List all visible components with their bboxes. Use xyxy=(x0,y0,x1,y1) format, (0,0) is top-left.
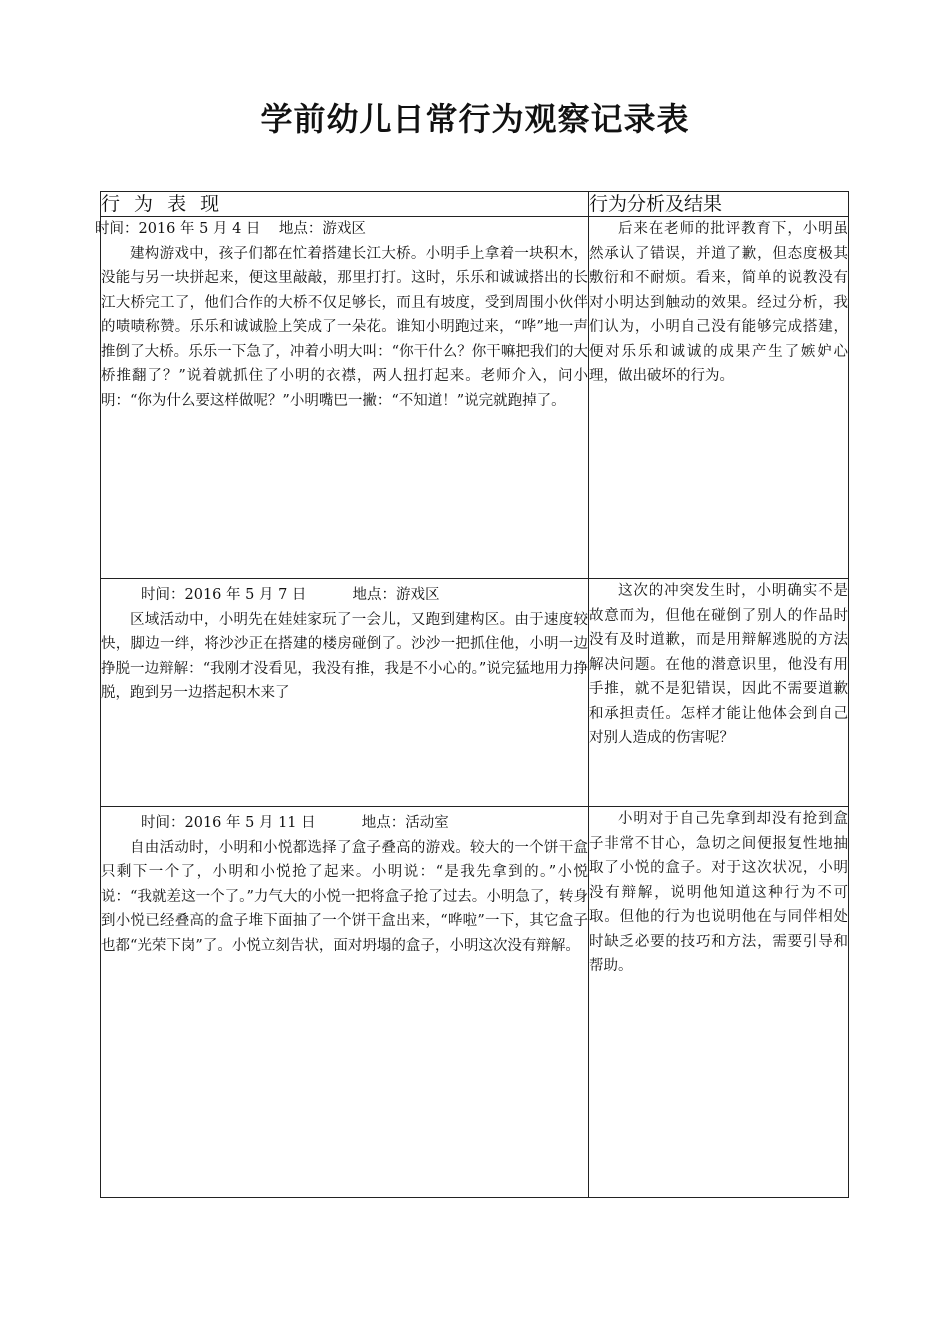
table-row xyxy=(101,217,849,579)
record-meta: 时间：2016 年 5 月 7 日 地点：游戏区 xyxy=(141,587,440,603)
behavior-text: 区域活动中，小明先在娃娃家玩了一会儿，又跑到建构区。由于速度较快，脚边一绊，将沙沙正在搭建的楼房碰倒了。沙沙一把抓住他，小明一边挣脱一边辩解：“我刚才没看见，我没有推，我是不小心的。”说完猛地用力挣脱，跑到另一边搭起积木来了 xyxy=(101,611,588,701)
analysis-cell xyxy=(589,579,849,807)
record-meta: 时间：2016 年 5 月 11 日 地点：活动室 xyxy=(141,815,449,831)
page-title: 学前幼儿日常行为观察记录表 xyxy=(260,100,690,138)
header-analysis: 行为分析及结果 xyxy=(589,192,849,217)
analysis-text: 小明对于自己先拿到却没有抢到盒子非常不甘心，急切之间便报复性地抽取了小悦的盒子。对于这次状况，小明没有辩解，说明他知道这种行为不可取。但他的行为也说明他在与同伴相处时缺乏必要的技巧和方法，需要引导和帮助。 xyxy=(589,811,848,974)
record-meta: 时间：2016 年 5 月 4 日 地点：游戏区 xyxy=(95,221,366,237)
behavior-cell xyxy=(95,217,589,579)
behavior-cell xyxy=(101,807,589,1198)
table-header-row xyxy=(101,192,849,217)
behavior-text: 自由活动时，小明和小悦都选择了盒子叠高的游戏。较大的一个饼干盒只剩下一个了，小明和小悦抢了起来。小明说：“是我先拿到的。”小悦说：“我就差这一个了。”力气大的小悦一把将盒子抢了过去。小明急了，转身到小悦已经叠高的盒子堆下面抽了一个饼干盒出来，“哗啦”一下，其它盒子也都“光荣下岗”了。小悦立刻告状，面对坍塌的盒子，小明这次没有辩解。 xyxy=(101,839,588,954)
analysis-cell xyxy=(589,217,849,579)
analysis-cell xyxy=(589,807,849,1198)
analysis-text: 后来在老师的批评教育下，小明虽然承认了错误，并道了歉，但态度极其敷衍和不耐烦。看来，简单的说教没有对小明达到触动的效果。经过分析，我们认为，小明自己没有能够完成搭建，便对乐乐和诚诚的成果产生了嫉妒心理，做出破坏的行为。 xyxy=(589,221,848,384)
behavior-text: 建构游戏中，孩子们都在忙着搭建长江大桥。小明手上拿着一块积木，没能与另一块拼起来，便这里敲敲，那里打打。这时，乐乐和诚诚搭出的长江大桥完工了，他们合作的大桥不仅足够长，而且有坡度，受到周围小伙伴的啧啧称赞。乐乐和诚诚脸上笑成了一朵花。谁知小明跑过来，“哗”地一声推倒了大桥。乐乐一下急了，冲着小明大叫：“你干什么？你干嘛把我们的大桥推翻了？”说着就抓住了小明的衣襟，两人扭打起来。老师介入，问小明：“你为什么要这样做呢？”小明嘴巴一撇：“不知道！”说完就跑掉了。 xyxy=(101,245,588,409)
header-behavior: 行 为 表 现 xyxy=(101,192,589,217)
observation-table xyxy=(95,191,849,1198)
table-row xyxy=(101,807,849,1198)
analysis-text: 这次的冲突发生时，小明确实不是故意而为，但他在碰倒了别人的作品时没有及时道歉，而是用辩解逃脱的方法解决问题。在他的潜意识里，他没有用手推，就不是犯错误，因此不需要道歉和承担责任。怎样才能让他体会到自己对别人造成的伤害呢？ xyxy=(589,583,848,746)
behavior-cell xyxy=(101,579,589,807)
table-row xyxy=(101,579,849,807)
